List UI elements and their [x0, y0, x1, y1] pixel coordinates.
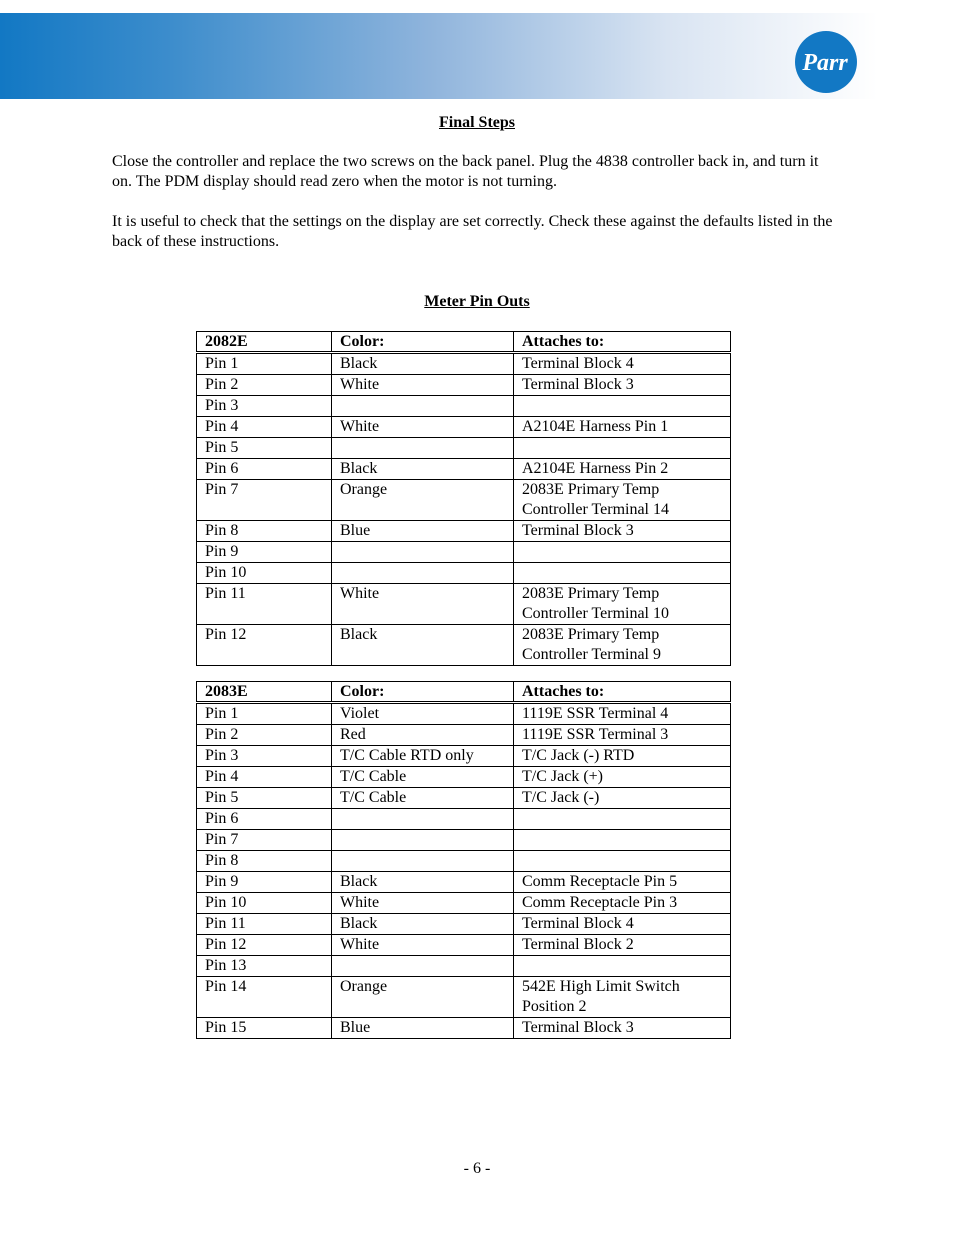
cell-color: White	[332, 893, 514, 914]
cell-attaches-to	[514, 809, 731, 830]
cell-pin: Pin 7	[197, 480, 332, 521]
cell-color	[332, 563, 514, 584]
cell-pin: Pin 8	[197, 521, 332, 542]
cell-color: Orange	[332, 977, 514, 1018]
header-cell-color: Color:	[332, 332, 514, 353]
pin-table-2082e	[196, 331, 731, 666]
table-row	[197, 396, 731, 417]
cell-color: Violet	[332, 703, 514, 725]
cell-attaches-to: T/C Jack (+)	[514, 767, 731, 788]
cell-pin: Pin 2	[197, 725, 332, 746]
cell-attaches-to: 2083E Primary Temp Controller Terminal 10	[514, 584, 731, 625]
table-row	[197, 417, 731, 438]
table-row	[197, 830, 731, 851]
cell-attaches-to: 1119E SSR Terminal 3	[514, 725, 731, 746]
header-cell-attaches-to: Attaches to:	[514, 332, 731, 353]
header-cell-color: Color:	[332, 682, 514, 703]
cell-attaches-to: A2104E Harness Pin 2	[514, 459, 731, 480]
header-cell-attaches-to: Attaches to:	[514, 682, 731, 703]
table-row	[197, 353, 731, 375]
cell-color: T/C Cable	[332, 767, 514, 788]
cell-pin: Pin 11	[197, 584, 332, 625]
cell-color: White	[332, 584, 514, 625]
table-row	[197, 935, 731, 956]
cell-attaches-to: Comm Receptacle Pin 5	[514, 872, 731, 893]
table-header-row	[197, 332, 731, 353]
cell-attaches-to: 1119E SSR Terminal 4	[514, 703, 731, 725]
cell-attaches-to: T/C Jack (-) RTD	[514, 746, 731, 767]
cell-pin: Pin 8	[197, 851, 332, 872]
table-row	[197, 788, 731, 809]
table-row	[197, 725, 731, 746]
cell-color	[332, 956, 514, 977]
table-row	[197, 767, 731, 788]
cell-color: Red	[332, 725, 514, 746]
table-row	[197, 625, 731, 666]
final-steps-paragraph-2: It is useful to check that the settings on the display are set correctly. Check these against the defaults listed in the back of these instructions.	[112, 213, 833, 250]
cell-color: Blue	[332, 1018, 514, 1039]
header-cell-model: 2083E	[197, 682, 332, 703]
table-row	[197, 438, 731, 459]
cell-pin: Pin 3	[197, 396, 332, 417]
cell-color: White	[332, 417, 514, 438]
table-row	[197, 956, 731, 977]
cell-color	[332, 809, 514, 830]
cell-pin: Pin 9	[197, 872, 332, 893]
cell-color	[332, 830, 514, 851]
table-row	[197, 542, 731, 563]
meter-pin-outs-heading: Meter Pin Outs	[424, 293, 530, 310]
cell-color: Black	[332, 625, 514, 666]
cell-attaches-to	[514, 396, 731, 417]
cell-pin: Pin 7	[197, 830, 332, 851]
cell-pin: Pin 6	[197, 809, 332, 830]
cell-attaches-to	[514, 851, 731, 872]
cell-pin: Pin 2	[197, 375, 332, 396]
cell-pin: Pin 6	[197, 459, 332, 480]
cell-pin: Pin 1	[197, 703, 332, 725]
cell-color: Blue	[332, 521, 514, 542]
cell-attaches-to: Terminal Block 4	[514, 914, 731, 935]
table-row	[197, 521, 731, 542]
logo-text: Parr	[802, 50, 848, 76]
final-steps-heading: Final Steps	[438, 114, 515, 131]
cell-color	[332, 851, 514, 872]
cell-color: Black	[332, 914, 514, 935]
cell-color: White	[332, 935, 514, 956]
cell-color	[332, 542, 514, 563]
cell-attaches-to	[514, 830, 731, 851]
table-header-row	[197, 682, 731, 703]
cell-pin: Pin 4	[197, 767, 332, 788]
cell-pin: Pin 14	[197, 977, 332, 1018]
cell-color: Black	[332, 872, 514, 893]
parr-logo-icon	[794, 30, 858, 94]
cell-color: White	[332, 375, 514, 396]
cell-attaches-to	[514, 563, 731, 584]
page-number: - 6 -	[463, 1160, 491, 1177]
table-row	[197, 459, 731, 480]
cell-attaches-to	[514, 542, 731, 563]
cell-pin: Pin 4	[197, 417, 332, 438]
cell-pin: Pin 12	[197, 935, 332, 956]
cell-pin: Pin 3	[197, 746, 332, 767]
cell-pin: Pin 10	[197, 893, 332, 914]
cell-color: T/C Cable	[332, 788, 514, 809]
pin-table-2083e	[196, 681, 731, 1039]
cell-attaches-to	[514, 956, 731, 977]
cell-pin: Pin 9	[197, 542, 332, 563]
cell-attaches-to: Comm Receptacle Pin 3	[514, 893, 731, 914]
cell-attaches-to: Terminal Block 3	[514, 375, 731, 396]
cell-attaches-to: Terminal Block 3	[514, 1018, 731, 1039]
cell-attaches-to: 542E High Limit Switch Position 2	[514, 977, 731, 1018]
header-cell-model: 2082E	[197, 332, 332, 353]
cell-pin: Pin 13	[197, 956, 332, 977]
cell-attaches-to	[514, 438, 731, 459]
table-row	[197, 1018, 731, 1039]
cell-attaches-to: T/C Jack (-)	[514, 788, 731, 809]
cell-pin: Pin 11	[197, 914, 332, 935]
table-row	[197, 914, 731, 935]
cell-pin: Pin 12	[197, 625, 332, 666]
cell-attaches-to: 2083E Primary Temp Controller Terminal 14	[514, 480, 731, 521]
table-row	[197, 977, 731, 1018]
table-row	[197, 703, 731, 725]
cell-color	[332, 396, 514, 417]
cell-attaches-to: Terminal Block 2	[514, 935, 731, 956]
cell-attaches-to: Terminal Block 4	[514, 353, 731, 375]
table-row	[197, 375, 731, 396]
cell-color: T/C Cable RTD only	[332, 746, 514, 767]
cell-attaches-to: 2083E Primary Temp Controller Terminal 9	[514, 625, 731, 666]
table-row	[197, 563, 731, 584]
cell-pin: Pin 5	[197, 788, 332, 809]
table-row	[197, 893, 731, 914]
cell-attaches-to: A2104E Harness Pin 1	[514, 417, 731, 438]
final-steps-paragraph-1: Close the controller and replace the two screws on the back panel. Plug the 4838 controller back in, and turn it on. The PDM display should read zero when the motor is not turning.	[112, 153, 819, 190]
cell-pin: Pin 1	[197, 353, 332, 375]
table-row	[197, 480, 731, 521]
table-row	[197, 851, 731, 872]
cell-pin: Pin 15	[197, 1018, 332, 1039]
cell-color: Black	[332, 353, 514, 375]
cell-pin: Pin 10	[197, 563, 332, 584]
cell-pin: Pin 5	[197, 438, 332, 459]
cell-color	[332, 438, 514, 459]
table-row	[197, 584, 731, 625]
cell-attaches-to: Terminal Block 3	[514, 521, 731, 542]
table-row	[197, 872, 731, 893]
cell-color: Black	[332, 459, 514, 480]
table-row	[197, 809, 731, 830]
cell-color: Orange	[332, 480, 514, 521]
table-row	[197, 746, 731, 767]
